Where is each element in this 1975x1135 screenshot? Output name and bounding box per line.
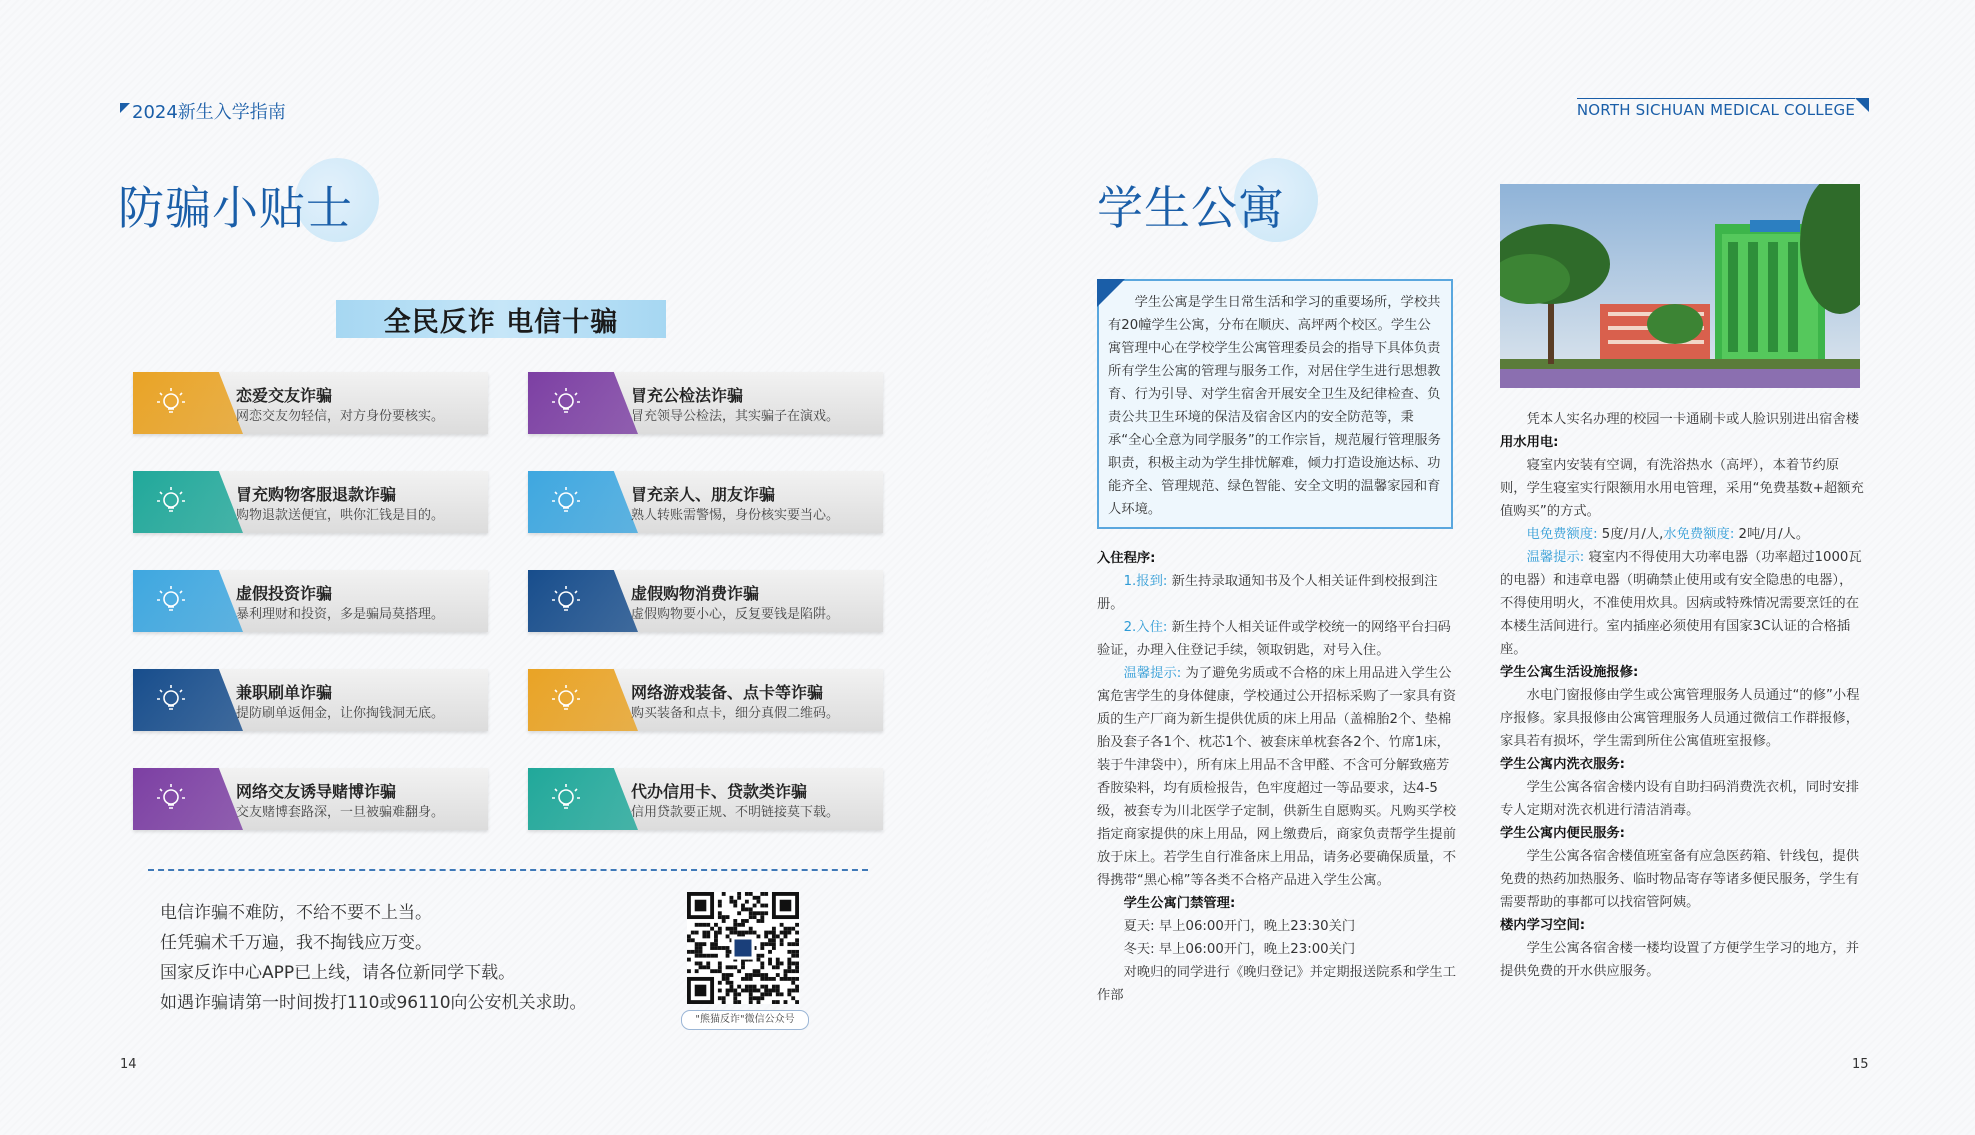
card-color-badge — [528, 372, 638, 434]
checkin-heading: 入住程序: — [1097, 551, 1156, 566]
fraud-card — [133, 768, 488, 830]
repair-heading: 学生公寓生活设施报修: — [1500, 665, 1639, 680]
quota-value: 2吨/月/人。 — [1738, 527, 1810, 542]
checkin-step-1 — [1097, 570, 1461, 616]
fraud-card — [528, 669, 883, 731]
free-quota — [1500, 523, 1864, 546]
fraud-card-desc: 购物退款送便宜，哄你汇钱是目的。 — [236, 508, 445, 523]
card-color-badge — [528, 570, 638, 632]
lightbulb-icon — [548, 682, 584, 718]
fraud-card-desc: 虚假购物要小心，反复要钱是陷阱。 — [631, 607, 840, 622]
tip-text: 寝室内不得使用大功率电器（功率超过1000瓦的电器）和违章电器（明确禁止使用或有安全隐患的电器），不得使用明火，不准使用炊具。因病或特殊情况需要烹饪的在本楼生活间进行。室内插座必须使用有国家3C认证的合格插座。 — [1500, 550, 1862, 657]
lightbulb-icon — [153, 781, 189, 817]
card-color-badge — [133, 768, 243, 830]
card-color-badge — [133, 570, 243, 632]
card-color-badge — [528, 768, 638, 830]
tip-label: 温馨提示: — [1123, 666, 1182, 681]
dormitory-photo — [1500, 184, 1860, 388]
tip-line: 电信诈骗不难防，不给不要不上当。 — [160, 903, 432, 923]
repair-text: 水电门窗报修由学生或公寓管理服务人员通过“的修”小程序报修。家具报修由公寓管理服务人员通过微信工作群报修，家具若有损坏，学生需到所住公寓值班室报修。 — [1500, 688, 1860, 749]
fraud-card — [528, 372, 883, 434]
appliance-tip — [1500, 546, 1864, 661]
lightbulb-icon — [548, 484, 584, 520]
water-text: 寝室内安装有空调，有洗浴热水（高坪），本着节约原则，学生寝室实行限额用水用电管理，采用“免费基数+超额充值购买”的方式。 — [1500, 458, 1864, 519]
access-text: 凭本人实名办理的校园一卡通刷卡或人脸识别进出宿舍楼 — [1526, 412, 1860, 427]
fraud-card-title: 虚假投资诈骗 — [236, 584, 333, 603]
card-color-badge — [133, 669, 243, 731]
fraud-card-title: 虚假购物消费诈骗 — [631, 584, 760, 603]
convenience-text: 学生公寓各宿舍楼值班室备有应急医药箱、针线包，提供免费的热药加热服务、临时物品寄存等诸多便民服务，学生有需要帮助的事都可以找宿管阿姨。 — [1500, 849, 1860, 910]
quota-label: 电免费额度: — [1526, 527, 1598, 542]
fraud-card-title: 兼职刷单诈骗 — [236, 683, 333, 702]
fraud-card-desc: 购买装备和点卡，细分真假二维码。 — [631, 706, 840, 721]
fraud-card-title: 恋爱交友诈骗 — [236, 386, 333, 405]
fraud-card-title: 冒充公检法诈骗 — [631, 386, 744, 405]
quota-value: 5度/月/人, — [1601, 527, 1664, 542]
study-text: 学生公寓各宿舍楼一楼均设置了方便学生学习的地方，并提供免费的开水供应服务。 — [1500, 941, 1860, 979]
fraud-card-desc: 熟人转账需警惕，身份核实要当心。 — [631, 508, 840, 523]
lightbulb-icon — [548, 385, 584, 421]
checkin-step-2 — [1097, 616, 1461, 662]
tip-line: 如遇诈骗请第一时间拨打110或96110向公安机关求助。 — [160, 993, 587, 1013]
door-heading: 学生公寓门禁管理: — [1123, 896, 1236, 911]
door-winter: 冬天: 早上06:00开门，晚上23:00关门 — [1123, 942, 1356, 957]
header-corner-mark — [1855, 98, 1869, 112]
tip-line: 国家反诈中心APP已上线，请各位新同学下载。 — [160, 963, 516, 983]
lightbulb-icon — [548, 583, 584, 619]
fraud-card-title: 冒充亲人、朋友诈骗 — [631, 485, 776, 504]
left-page — [0, 0, 987, 1135]
step-text: 新生持录取通知书及个人相关证件到校报到注册。 — [1097, 574, 1438, 612]
intro-corner-mark — [1097, 279, 1125, 307]
fraud-card-desc: 网恋交友勿轻信，对方身份要核实。 — [236, 409, 445, 424]
card-color-badge — [528, 669, 638, 731]
fraud-card-desc: 提防刷单返佣金，让你掏钱洞无底。 — [236, 706, 445, 721]
fraud-card — [133, 669, 488, 731]
laundry-heading: 学生公寓内洗衣服务: — [1500, 757, 1625, 772]
laundry-text: 学生公寓各宿舍楼内设有自助扫码消费洗衣机，同时安排专人定期对洗衣机进行清洁消毒。 — [1500, 780, 1860, 818]
qr-code[interactable] — [687, 892, 799, 1004]
fraud-card — [528, 570, 883, 632]
fraud-card — [133, 570, 488, 632]
fraud-card — [528, 471, 883, 533]
college-name: NORTH SICHUAN MEDICAL COLLEGE — [1577, 98, 1855, 119]
lightbulb-icon — [548, 781, 584, 817]
lightbulb-icon — [153, 682, 189, 718]
study-heading: 楼内学习空间: — [1500, 918, 1586, 933]
tip-label: 温馨提示: — [1526, 550, 1585, 565]
lightbulb-icon — [153, 385, 189, 421]
door-summer: 夏天: 早上06:00开门，晚上23:30关门 — [1123, 919, 1356, 934]
anti-fraud-title: 防骗小贴士 — [118, 181, 353, 235]
right-header — [1577, 98, 1855, 119]
step-label: 2.入住: — [1123, 620, 1168, 635]
page-number-right: 15 — [1852, 1057, 1869, 1072]
card-color-badge — [133, 471, 243, 533]
dormitory-intro-box — [1097, 279, 1453, 529]
tip-line: 任凭骗术千万遍，我不掏钱应万变。 — [160, 933, 432, 953]
slogan-banner — [336, 300, 666, 338]
dashed-divider — [148, 869, 868, 871]
card-color-badge — [528, 471, 638, 533]
left-header — [120, 98, 286, 124]
fraud-card-title: 代办信用卡、贷款类诈骗 — [631, 782, 808, 801]
page-number-left: 14 — [120, 1057, 137, 1072]
water-heading: 用水用电: — [1500, 435, 1559, 450]
late-return-note: 对晚归的同学进行《晚归登记》并定期报送院系和学生工作部 — [1097, 965, 1457, 1003]
fraud-card — [528, 768, 883, 830]
bedding-tip — [1097, 662, 1461, 892]
step-text: 新生持个人相关证件或学校统一的网络平台扫码验证，办理入住登记手续，领取钥匙，对号入住。 — [1097, 620, 1451, 658]
lightbulb-icon — [153, 583, 189, 619]
slogan-text: 全民反诈 电信十骗 — [383, 306, 619, 338]
dormitory-title: 学生公寓 — [1097, 181, 1285, 235]
qr-caption: "熊猫反诈"微信公众号 — [681, 1010, 809, 1030]
fraud-card — [133, 372, 488, 434]
services-column — [1500, 408, 1864, 983]
guide-header-text: 2024新生入学指南 — [132, 102, 286, 123]
fraud-card — [133, 471, 488, 533]
quota-label: 水免费额度: — [1663, 527, 1735, 542]
convenience-heading: 学生公寓内便民服务: — [1500, 826, 1625, 841]
checkin-column — [1097, 547, 1461, 1007]
fraud-card-desc: 交友赌博套路深，一旦被骗难翻身。 — [236, 805, 445, 820]
fraud-card-desc: 暴利理财和投资，多是骗局莫搭理。 — [236, 607, 445, 622]
fraud-card-desc: 信用贷款要正规、不明链接莫下载。 — [631, 805, 840, 820]
step-label: 1.报到: — [1123, 574, 1168, 589]
dormitory-intro-text: 学生公寓是学生日常生活和学习的重要场所，学校共有20幢学生公寓，分布在顺庆、高坪两个校区。学生公寓管理中心在学校学生公寓管理委员会的指导下具体负责所有学生公寓的管理与服务工作，对居住学生进行思想教育、行为引导、对学生宿舍开展安全卫生及纪律检查、负责公共卫生环境的保洁及宿舍区内的安全防范等，秉承“全心全意为同学服务”的工作宗旨，规范履行管理服务职责，积极主动为学生排忧解难，倾力打造设施达标、功能齐全、管理规范、绿色智能、安全文明的温馨家园和育人环境。 — [1108, 295, 1441, 517]
header-corner-mark — [120, 103, 130, 113]
tip-text: 为了避免劣质或不合格的床上用品进入学生公寓危害学生的身体健康，学校通过公开招标采购了一家具有资质的生产厂商为新生提供优质的床上用品（盖棉胎2个、垫棉胎及套子各1个、枕芯1个、被套床单枕套各2个、竹席1床，装于牛津袋中），所有床上用品不含甲醛、不含可分解致癌芳香胺染料，均有质检报告，色牢度超过一等品要求，达4-5级，被套专为川北医学子定制，供新生自愿购买。凡购买学校指定商家提供的床上用品，网上缴费后，商家负责帮学生提前放于床上。若学生自行准备床上用品，请务必要确保质量，不得携带“黑心棉”等各类不合格产品进入学生公寓。 — [1097, 666, 1457, 888]
fraud-card-desc: 冒充领导公检法，其实骗子在演戏。 — [631, 409, 840, 424]
fraud-card-title: 网络交友诱导赌博诈骗 — [236, 782, 397, 801]
lightbulb-icon — [153, 484, 189, 520]
card-color-badge — [133, 372, 243, 434]
fraud-card-title: 网络游戏装备、点卡等诈骗 — [631, 683, 824, 702]
anti-fraud-tips — [160, 898, 587, 1018]
fraud-card-title: 冒充购物客服退款诈骗 — [236, 485, 397, 504]
